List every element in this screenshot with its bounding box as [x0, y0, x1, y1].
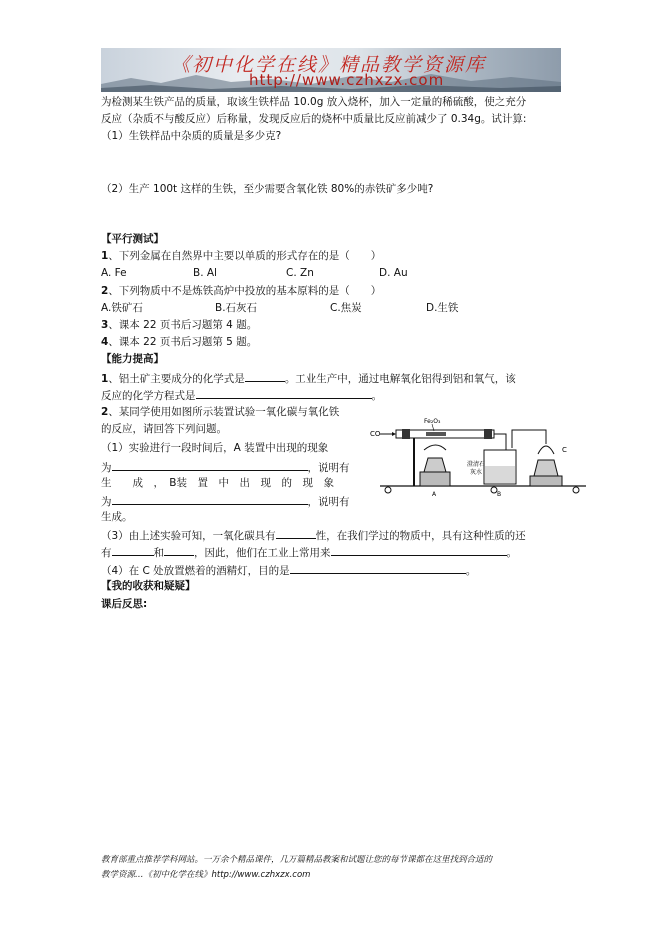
flame-icon [538, 446, 554, 454]
answer-blank[interactable] [331, 544, 507, 556]
lamp-stand-c [530, 476, 562, 486]
question-number: 1 [101, 373, 109, 385]
limewater [485, 466, 515, 483]
apparatus-diagram [366, 410, 591, 500]
question-text: 、课本 22 页书后习题第 4 题。 [108, 319, 258, 331]
answer-blank[interactable] [112, 459, 308, 471]
answer-blank[interactable] [290, 562, 466, 574]
ability-question-1-line-1 [101, 370, 516, 387]
iron-oxide-sample [426, 432, 446, 436]
answer-blank[interactable] [112, 544, 154, 556]
part-1-line-1: （1）实验进行一段时间后，A 装置中出现的现象 [101, 442, 329, 454]
parallel-question-3 [101, 318, 257, 333]
problem-line-2: 反应（杂质不与酸反应）后称量，发现反应后的烧杯中质量比反应前减少了 0.34g。试计算: [101, 113, 527, 125]
option-c: C.焦炭 [330, 302, 362, 314]
limewater-label-2: 灰水 [470, 469, 483, 476]
question-text: ，因此，他们在工业上常用来 [194, 547, 331, 559]
arrow-head-icon [392, 432, 396, 436]
question-text: 、铝土矿主要成分的化学式是 [108, 373, 245, 385]
question-text: ，说明有 [307, 462, 350, 474]
option-a: A.铁矿石 [101, 302, 143, 314]
question-text: 、课本 22 页书后习题第 5 题。 [108, 336, 258, 348]
option-d: D. Au [379, 267, 408, 279]
limewater-label-1: 澄清石 [467, 461, 486, 468]
question-stem: 、下列物质中不是炼铁高炉中投放的基本原料的是（ ） [108, 285, 382, 297]
question-text: 。 [465, 565, 477, 577]
banner-title: 《初中化学在线》精品教学资源库 [171, 54, 487, 76]
parallel-question-1 [101, 249, 381, 264]
footer-line-2: 教学资源…《初中化学在线》http://www.czhxzx.com [101, 870, 311, 880]
section-heading-ability: 【能力提高】 [101, 353, 164, 365]
option-a: A. Fe [101, 267, 127, 279]
tube-stopper [484, 429, 492, 439]
answer-blank[interactable] [196, 387, 372, 399]
option-c: C. Zn [286, 267, 314, 279]
part-1-line-5: 生成。 [101, 511, 133, 523]
question-stem: 、下列金属在自然界中主要以单质的形式存在的是（ ） [108, 250, 382, 262]
answer-blank[interactable] [245, 370, 285, 382]
flame-icon [424, 445, 446, 450]
option-b: B.石灰石 [215, 302, 258, 314]
base-foot-icon [573, 487, 579, 493]
header-banner [101, 48, 561, 92]
question-text: 。 [371, 390, 382, 402]
lamp-stand-a [420, 472, 450, 486]
question-text: 和 [153, 547, 164, 559]
tube-stopper [402, 429, 410, 439]
footer-line-1: 教育部重点推荐学科网站。一万余个精品课件，几万篇精品教案和试题让您的每节课都在这里找到合适的 [101, 855, 493, 865]
fe2o3-label: Fe₂O₃ [424, 418, 441, 425]
parallel-question-4 [101, 335, 257, 350]
question-text: 为 [101, 462, 112, 474]
question-text: 、某同学使用如图所示装置试验一氧化碳与氧化铁 [108, 406, 340, 418]
question-text: 为 [101, 496, 112, 508]
ability-question-2-intro [101, 405, 339, 420]
problem-question-2: （2）生产 100t 这样的生铁，至少需要含氧化铁 80%的赤铁矿多少吨? [101, 183, 434, 195]
part-4-line [101, 562, 476, 579]
answer-blank[interactable] [276, 527, 316, 539]
question-text: 有 [101, 547, 112, 559]
question-number: 2 [101, 285, 109, 297]
label-c: C [562, 446, 567, 454]
question-text: （3）由上述实验可知，一氧化碳具有 [101, 530, 276, 542]
option-d: D.生铁 [426, 302, 459, 314]
question-number: 4 [101, 336, 109, 348]
section-heading-harvest: 【我的收获和疑疑】 [101, 580, 196, 592]
question-number: 1 [101, 250, 109, 262]
answer-blank[interactable] [112, 493, 308, 505]
problem-line-1: 为检测某生铁产品的质量，取该生铁样品 10.0g 放入烧杯，加入一定量的稀硫酸，使之充分 [101, 96, 527, 108]
question-number: 2 [101, 406, 109, 418]
section-heading-parallel: 【平行测试】 [101, 233, 164, 245]
question-number: 3 [101, 319, 109, 331]
part-3-line-1 [101, 527, 526, 544]
answer-blank[interactable] [164, 544, 194, 556]
part-1-line-2 [101, 459, 350, 476]
part-1-line-4 [101, 493, 350, 510]
question-text: ，说明有 [307, 496, 350, 508]
co-label: CO [370, 430, 381, 438]
part-1-line-3: 生 成 ， B装 置 中 出 现 的 现 象 [101, 477, 334, 489]
question-text: 性，在我们学过的物质中，具有这种性质的还 [315, 530, 526, 542]
label-a: A [432, 491, 437, 498]
alcohol-lamp-c [534, 460, 558, 476]
connecting-tube [494, 434, 506, 450]
question-text: 。工业生产中，通过电解氧化铝得到铝和氧气，该 [284, 373, 516, 385]
ability-question-1-line-2 [101, 387, 382, 404]
option-b: B. Al [193, 267, 217, 279]
exhaust-tube [512, 430, 546, 448]
label-b: B [497, 491, 502, 498]
question-text: 。 [506, 547, 517, 559]
problem-question-1: （1）生铁样品中杂质的质量是多少克? [101, 130, 282, 142]
question-text: 反应的化学方程式是 [101, 390, 196, 402]
parallel-question-2 [101, 284, 381, 299]
alcohol-lamp-a [424, 458, 446, 472]
part-3-line-2 [101, 544, 517, 561]
base-foot-icon [385, 487, 391, 493]
ability-question-2-intro-2: 的反应，请回答下列问题。 [101, 423, 227, 435]
question-text: （4）在 C 处放置燃着的酒精灯，目的是 [101, 565, 290, 577]
reflection-label: 课后反思: [101, 598, 148, 610]
banner-url[interactable]: http://www.czhxzx.com [249, 71, 445, 89]
